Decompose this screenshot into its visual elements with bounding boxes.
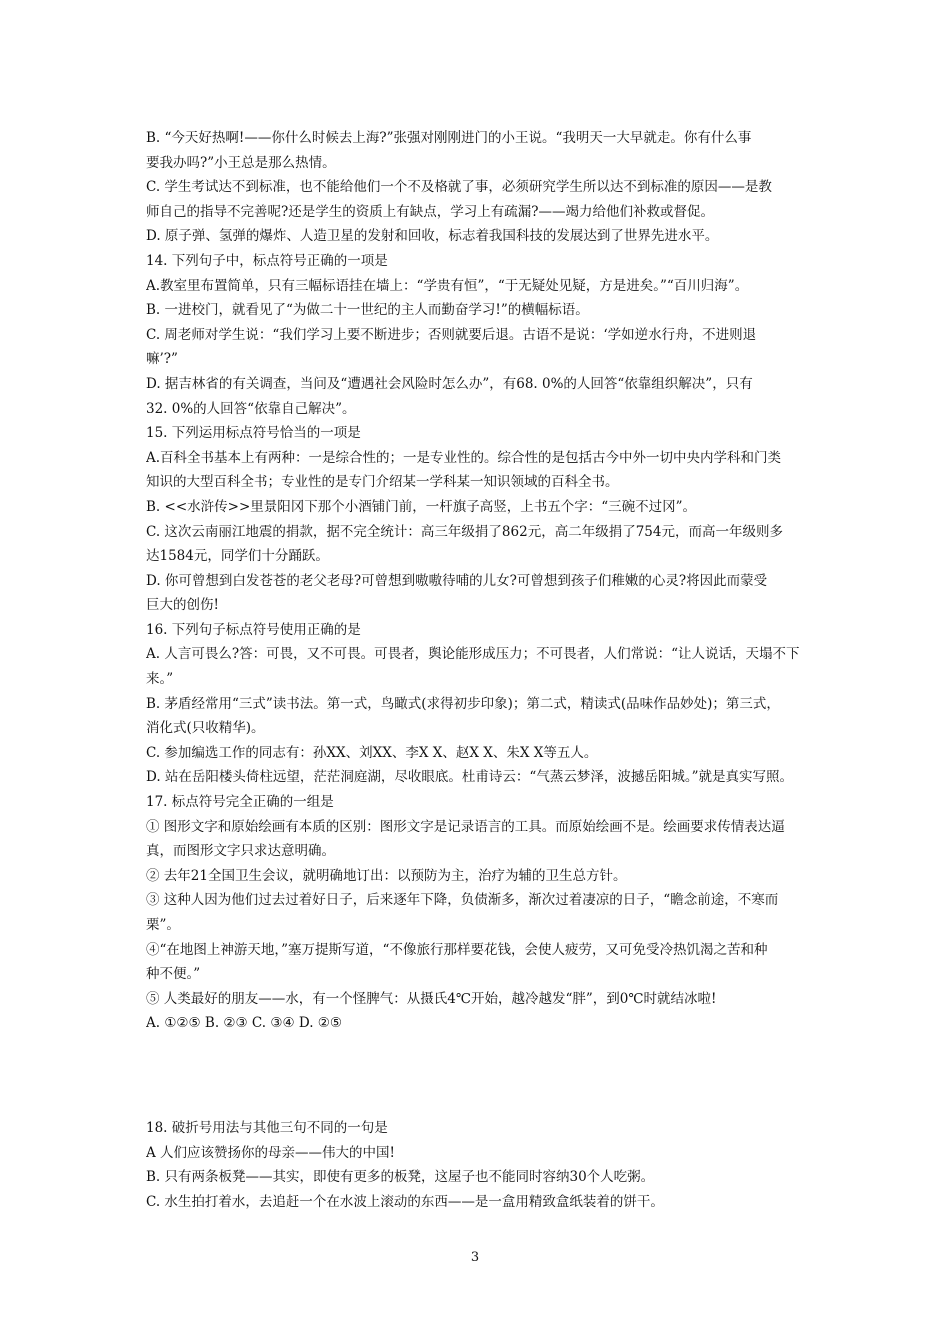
text-line: 巨大的创伤!: [146, 597, 219, 614]
text-line: D. 站在岳阳楼头倚柱远望，茫茫洞庭湖，尽收眼底。杜甫诗云：“气蒸云梦泽，波撼岳阳城。”就是真实写照。: [146, 769, 793, 786]
text-line: B. <<水浒传>>里景阳冈下那个小酒铺门前，一杆旗子高竖，上书五个字：“三碗不过冈”。: [146, 498, 697, 515]
text-line: 嘛’?”: [146, 351, 178, 368]
text-line: C. 周老师对学生说：“我们学习上要不断进步；否则就要后退。古语不是说：‘学如逆水行舟，不进则退: [146, 326, 757, 343]
text-line: 知识的大型百科全书；专业性的是专门介绍某一学科某一知识领域的百科全书。: [146, 474, 619, 491]
page-number: 3: [470, 1250, 480, 1265]
text-line: ① 图形文字和原始绘画有本质的区别：图形文字是记录语言的工具。而原始绘画不是。绘画要求传情表达逼: [146, 818, 785, 835]
answer-options: A. ①②⑤ B. ②③ C. ③④ D. ②⑤: [146, 1015, 342, 1032]
text-line: A. 人言可畏么?答：可畏，又不可畏。可畏者，舆论能形成压力；不可畏者，人们常说：“让人说话，天塌不下: [146, 646, 800, 663]
text-line: B. “今天好热啊!——你什么时候去上海?”张强对刚刚进门的小王说。“我明天一大早就走。你有什么事: [146, 130, 752, 146]
text-line: B. 茅盾经常用“三式”读书法。第一式，鸟瞰式(求得初步印象)；第二式，精读式(品味作品妙处)；第三式，: [146, 695, 780, 712]
text-line: 师自己的指导不完善呢?还是学生的资质上有缺点，学习上有疏漏?——竭力给他们补救或督促。: [146, 203, 714, 220]
text-line: A 人们应该赞扬你的母亲——伟大的中国!: [146, 1144, 395, 1161]
text-line: ② 去年21全国卫生会议，就明确地订出：以预防为主，治疗为辅的卫生总方针。: [146, 867, 627, 884]
question-heading: 14. 下列句子中，标点符号正确的一项是: [146, 252, 388, 269]
text-line: D. 你可曾想到白发苍苍的老父老母?可曾想到嗷嗷待哺的儿女?可曾想到孩子们稚嫩的心灵?将因此而蒙受: [146, 572, 768, 589]
text-line: 栗”。: [146, 917, 180, 933]
text-line: A.百科全书基本上有两种：一是综合性的；一是专业性的。综合性的是包括古今中外一切中央内学科和门类: [146, 449, 782, 466]
text-line: 消化式(只收精华)。: [146, 720, 265, 737]
text-line: 来。”: [146, 671, 174, 688]
text-line: ⑤ 人类最好的朋友——水，有一个怪脾气：从摄氏4℃开始，越冷越发“胖”，到0℃时就结冰啦!: [146, 990, 717, 1007]
text-line: D. 原子弹、氢弹的爆炸、人造卫星的发射和回收，标志着我国科技的发展达到了世界先进水平。: [146, 228, 719, 245]
text-line: 要我办吗?”小王总是那么热情。: [146, 154, 336, 171]
text-line: 32. 0%的人回答“依靠自己解决”。: [146, 400, 356, 417]
text-line: C. 学生考试达不到标准，也不能给他们一个不及格就了事，必须研究学生所以达不到标准的原因——是教: [146, 179, 772, 196]
question-heading: 15. 下列运用标点符号恰当的一项是: [146, 425, 361, 442]
text-block-q18: [146, 1116, 816, 1214]
text-line: C. 这次云南丽江地震的捐款，据不完全统计：高三年级捐了862元，高二年级捐了754元，而高一年级则多: [146, 523, 783, 540]
text-line: A.教室里布置简单，只有三幅标语挂在墙上：“学贵有恒”，“于无疑处见疑，方是进矣。”“百川归海”。: [146, 277, 749, 294]
text-block-main: [146, 126, 816, 1036]
text-line: 真，而图形文字只求达意明确。: [146, 843, 335, 860]
text-line: ③ 这种人因为他们过去过着好日子，后来逐年下降，负债渐多，渐次过着凄凉的日子，“瞻念前途，不寒而: [146, 892, 779, 909]
page-content: [146, 126, 816, 1214]
text-line: C. 水生拍打着水，去追赶一个在水波上滚动的东西——是一盒用精致盒纸装着的饼干。: [146, 1193, 664, 1210]
blank-gap: [146, 1036, 816, 1116]
text-line: C. 参加编选工作的同志有：孙XX、刘XX、李X X、赵X X、朱X X等五人。: [146, 744, 598, 761]
text-line: D. 据吉林省的有关调查，当问及“遭遇社会风险时怎么办”，有68. 0%的人回答“依靠组织解决”，只有: [146, 375, 753, 392]
question-heading: 18. 破折号用法与其他三句不同的一句是: [146, 1119, 388, 1136]
question-heading: 17. 标点符号完全正确的一组是: [146, 794, 334, 811]
text-line: 种不便。”: [146, 966, 201, 983]
question-heading: 16. 下列句子标点符号使用正确的是: [146, 621, 361, 638]
text-line: ④“在地图上神游天地，”塞万提斯写道，“不像旅行那样要花钱，会使人疲劳，又可免受冷热饥渴之苦和种: [146, 941, 768, 958]
text-line: B. 一进校门，就看见了“为做二十一世纪的主人而勤奋学习!”的横幅标语。: [146, 302, 589, 319]
text-line: 达1584元，同学们十分踊跃。: [146, 548, 329, 565]
text-line: B. 只有两条板凳——其实，即使有更多的板凳，这屋子也不能同时容纳30个人吃粥。: [146, 1169, 655, 1186]
